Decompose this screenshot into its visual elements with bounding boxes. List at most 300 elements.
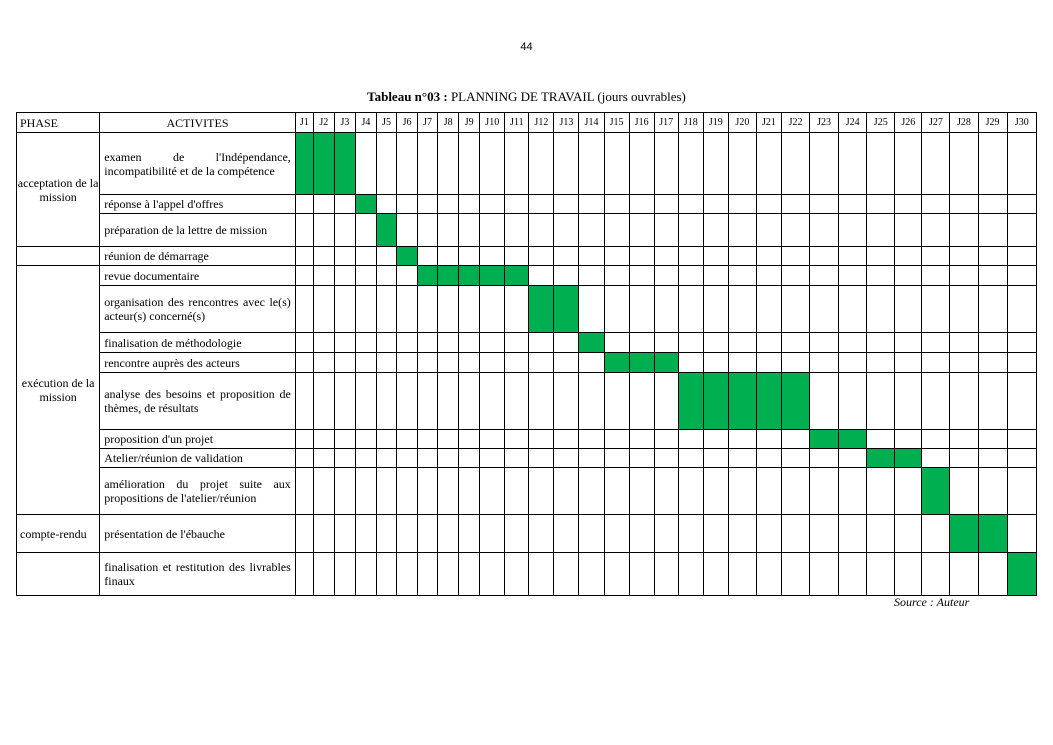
day-cell [978, 195, 1007, 214]
day-cell [678, 266, 703, 286]
gantt-bar-cell [728, 373, 756, 430]
day-cell [678, 247, 703, 266]
day-cell [459, 333, 480, 353]
day-cell [313, 333, 334, 353]
day-cell [756, 449, 781, 468]
day-header: J1 [295, 113, 313, 133]
day-cell [505, 333, 529, 353]
day-cell [756, 553, 781, 596]
day-cell [459, 449, 480, 468]
day-cell [355, 353, 376, 373]
day-cell [629, 373, 654, 430]
day-cell [355, 214, 376, 247]
day-cell [355, 333, 376, 353]
day-cell [950, 430, 978, 449]
day-cell [922, 214, 950, 247]
gantt-bar-cell [810, 430, 839, 449]
day-cell [505, 373, 529, 430]
day-cell [895, 286, 922, 333]
day-cell [313, 430, 334, 449]
day-cell [397, 515, 418, 553]
table-title-number: Tableau n°03 : [367, 89, 448, 104]
day-cell [295, 214, 313, 247]
day-cell [629, 430, 654, 449]
gantt-bar-cell [922, 468, 950, 515]
day-cell [554, 133, 579, 195]
day-cell [604, 553, 629, 596]
day-cell [313, 449, 334, 468]
day-cell [756, 333, 781, 353]
day-cell [654, 333, 678, 353]
day-cell [950, 286, 978, 333]
day-cell [459, 214, 480, 247]
day-cell [978, 449, 1007, 468]
day-cell [978, 247, 1007, 266]
day-header: J21 [756, 113, 781, 133]
gantt-bar-cell [781, 373, 809, 430]
day-cell [438, 373, 459, 430]
day-cell [579, 430, 604, 449]
day-cell [604, 373, 629, 430]
day-cell [334, 247, 355, 266]
day-cell [678, 333, 703, 353]
day-cell [480, 195, 505, 214]
day-cell [334, 195, 355, 214]
gantt-bar-cell [529, 286, 554, 333]
day-header: J18 [678, 113, 703, 133]
day-cell [355, 266, 376, 286]
gantt-bar-cell [703, 373, 728, 430]
day-cell [703, 266, 728, 286]
day-cell [438, 333, 459, 353]
gantt-bar-cell [867, 449, 895, 468]
day-cell [295, 247, 313, 266]
day-cell [397, 286, 418, 333]
activity-header: ACTIVITES [100, 113, 296, 133]
gantt-bar-cell [654, 353, 678, 373]
day-cell [505, 430, 529, 449]
day-cell [554, 373, 579, 430]
day-cell [554, 214, 579, 247]
day-cell [922, 247, 950, 266]
day-cell [839, 373, 867, 430]
day-cell [355, 468, 376, 515]
day-cell [505, 353, 529, 373]
day-cell [529, 553, 554, 596]
day-cell [376, 333, 396, 353]
day-cell [529, 266, 554, 286]
day-cell [295, 195, 313, 214]
day-cell [529, 133, 554, 195]
day-cell [438, 247, 459, 266]
day-cell [579, 353, 604, 373]
day-header: J19 [703, 113, 728, 133]
day-cell [1007, 333, 1036, 353]
day-cell [505, 214, 529, 247]
day-cell [895, 333, 922, 353]
day-cell [895, 266, 922, 286]
day-cell [334, 333, 355, 353]
table-row [17, 266, 1037, 286]
day-cell [604, 266, 629, 286]
day-cell [579, 515, 604, 553]
day-cell [1007, 133, 1036, 195]
day-cell [529, 468, 554, 515]
gantt-bar-cell [1007, 553, 1036, 596]
day-cell [978, 266, 1007, 286]
day-cell [629, 333, 654, 353]
day-cell [756, 353, 781, 373]
gantt-bar-cell [950, 515, 978, 553]
day-cell [480, 515, 505, 553]
day-cell [654, 373, 678, 430]
day-cell [781, 430, 809, 449]
day-cell [867, 468, 895, 515]
day-cell [313, 214, 334, 247]
gantt-bar-cell [334, 133, 355, 195]
day-header: J11 [505, 113, 529, 133]
day-cell [295, 449, 313, 468]
day-cell [867, 333, 895, 353]
activity-cell: Atelier/réunion de validation [100, 449, 296, 468]
day-cell [678, 449, 703, 468]
day-cell [376, 133, 396, 195]
day-cell [867, 515, 895, 553]
day-header: J8 [438, 113, 459, 133]
day-cell [505, 515, 529, 553]
day-cell [728, 286, 756, 333]
day-header: J4 [355, 113, 376, 133]
day-cell [418, 373, 438, 430]
day-cell [839, 449, 867, 468]
day-cell [629, 266, 654, 286]
day-cell [418, 333, 438, 353]
day-cell [579, 133, 604, 195]
day-cell [579, 553, 604, 596]
table-title-text: PLANNING DE TRAVAIL (jours ouvrables) [447, 89, 686, 104]
planning-table [16, 112, 1037, 596]
day-cell [654, 430, 678, 449]
day-cell [728, 333, 756, 353]
gantt-bar-cell [554, 286, 579, 333]
day-cell [950, 449, 978, 468]
day-cell [554, 266, 579, 286]
day-cell [922, 286, 950, 333]
day-cell [480, 133, 505, 195]
day-cell [839, 468, 867, 515]
activity-cell: amélioration du projet suite aux propositions de l'atelier/réunion [100, 468, 296, 515]
table-title [0, 89, 1053, 105]
table-row [17, 286, 1037, 333]
day-cell [480, 468, 505, 515]
day-cell [418, 214, 438, 247]
day-cell [459, 553, 480, 596]
day-cell [418, 195, 438, 214]
day-cell [1007, 515, 1036, 553]
day-cell [438, 353, 459, 373]
day-cell [334, 353, 355, 373]
activity-cell: finalisation et restitution des livrables finaux [100, 553, 296, 596]
day-cell [604, 214, 629, 247]
day-cell [895, 553, 922, 596]
day-cell [978, 353, 1007, 373]
day-cell [867, 266, 895, 286]
day-cell [867, 430, 895, 449]
day-cell [867, 286, 895, 333]
day-cell [781, 553, 809, 596]
day-cell [579, 266, 604, 286]
day-cell [781, 133, 809, 195]
day-cell [978, 373, 1007, 430]
day-cell [810, 195, 839, 214]
day-cell [678, 468, 703, 515]
day-header: J2 [313, 113, 334, 133]
day-cell [810, 247, 839, 266]
phase-header: PHASE [17, 113, 100, 133]
day-cell [334, 449, 355, 468]
day-cell [438, 468, 459, 515]
day-cell [950, 373, 978, 430]
day-cell [295, 468, 313, 515]
day-cell [604, 430, 629, 449]
day-header: J30 [1007, 113, 1036, 133]
day-cell [397, 449, 418, 468]
day-cell [295, 373, 313, 430]
day-cell [355, 373, 376, 430]
day-cell [438, 214, 459, 247]
day-cell [756, 515, 781, 553]
day-header: J3 [334, 113, 355, 133]
day-cell [295, 515, 313, 553]
day-cell [781, 353, 809, 373]
day-cell [839, 553, 867, 596]
day-cell [654, 468, 678, 515]
day-cell [529, 247, 554, 266]
day-cell [376, 266, 396, 286]
day-cell [355, 286, 376, 333]
day-cell [654, 214, 678, 247]
day-cell [781, 515, 809, 553]
day-cell [438, 286, 459, 333]
day-cell [810, 449, 839, 468]
day-header: J27 [922, 113, 950, 133]
day-cell [604, 286, 629, 333]
day-cell [781, 247, 809, 266]
header-row [17, 113, 1037, 133]
day-cell [376, 515, 396, 553]
day-cell [418, 430, 438, 449]
day-cell [978, 430, 1007, 449]
table-row [17, 515, 1037, 553]
table-row [17, 430, 1037, 449]
day-cell [459, 430, 480, 449]
day-cell [604, 515, 629, 553]
day-cell [1007, 468, 1036, 515]
day-header: J29 [978, 113, 1007, 133]
day-cell [728, 515, 756, 553]
day-cell [922, 353, 950, 373]
phase-cell: acceptation de la mission [17, 133, 100, 247]
source-note: Source : Auteur [894, 595, 970, 609]
day-cell [397, 468, 418, 515]
day-header: J9 [459, 113, 480, 133]
day-cell [604, 195, 629, 214]
gantt-bar-cell [376, 214, 396, 247]
day-cell [459, 133, 480, 195]
day-cell [839, 247, 867, 266]
day-cell [756, 468, 781, 515]
table-row [17, 373, 1037, 430]
day-cell [728, 468, 756, 515]
day-cell [703, 195, 728, 214]
day-cell [756, 247, 781, 266]
day-cell [604, 247, 629, 266]
phase-cell [17, 247, 100, 266]
day-cell [334, 553, 355, 596]
day-cell [703, 515, 728, 553]
day-cell [295, 553, 313, 596]
day-cell [355, 515, 376, 553]
day-cell [839, 353, 867, 373]
phase-cell: compte-rendu [17, 515, 100, 553]
day-cell [756, 133, 781, 195]
day-cell [554, 195, 579, 214]
day-cell [756, 430, 781, 449]
day-cell [459, 195, 480, 214]
day-cell [781, 195, 809, 214]
day-cell [781, 333, 809, 353]
day-cell [922, 430, 950, 449]
day-cell [781, 266, 809, 286]
day-cell [438, 430, 459, 449]
day-cell [978, 133, 1007, 195]
day-cell [867, 195, 895, 214]
day-cell [480, 373, 505, 430]
day-cell [703, 449, 728, 468]
day-cell [313, 373, 334, 430]
day-cell [895, 515, 922, 553]
day-cell [756, 195, 781, 214]
day-cell [418, 247, 438, 266]
activity-cell: rencontre auprès des acteurs [100, 353, 296, 373]
gantt-bar-cell [978, 515, 1007, 553]
day-cell [810, 468, 839, 515]
day-cell [480, 430, 505, 449]
day-cell [579, 247, 604, 266]
gantt-bar-cell [438, 266, 459, 286]
day-cell [950, 553, 978, 596]
gantt-bar-cell [839, 430, 867, 449]
day-cell [418, 353, 438, 373]
day-cell [438, 553, 459, 596]
day-cell [629, 286, 654, 333]
day-cell [839, 266, 867, 286]
day-cell [978, 468, 1007, 515]
day-cell [313, 247, 334, 266]
day-cell [978, 286, 1007, 333]
day-cell [397, 195, 418, 214]
day-cell [376, 449, 396, 468]
day-cell [728, 214, 756, 247]
day-cell [376, 195, 396, 214]
day-cell [438, 195, 459, 214]
day-cell [950, 247, 978, 266]
day-cell [839, 133, 867, 195]
day-cell [418, 286, 438, 333]
day-cell [334, 515, 355, 553]
day-header: J28 [950, 113, 978, 133]
day-cell [604, 449, 629, 468]
day-cell [418, 468, 438, 515]
table-row [17, 133, 1037, 195]
day-cell [867, 353, 895, 373]
day-cell [678, 133, 703, 195]
day-header: J14 [579, 113, 604, 133]
day-cell [554, 449, 579, 468]
day-cell [703, 353, 728, 373]
day-cell [604, 333, 629, 353]
gantt-bar-cell [629, 353, 654, 373]
day-cell [978, 553, 1007, 596]
activity-cell: présentation de l'ébauche [100, 515, 296, 553]
activity-cell: réunion de démarrage [100, 247, 296, 266]
day-header: J5 [376, 113, 396, 133]
day-cell [654, 449, 678, 468]
day-cell [505, 553, 529, 596]
day-cell [529, 430, 554, 449]
gantt-bar-cell [480, 266, 505, 286]
day-cell [678, 214, 703, 247]
day-cell [438, 133, 459, 195]
day-cell [703, 247, 728, 266]
day-cell [922, 373, 950, 430]
day-cell [554, 468, 579, 515]
day-cell [554, 353, 579, 373]
day-cell [397, 373, 418, 430]
day-cell [810, 373, 839, 430]
day-cell [1007, 373, 1036, 430]
day-cell [295, 333, 313, 353]
day-cell [950, 468, 978, 515]
day-cell [529, 195, 554, 214]
table-row [17, 214, 1037, 247]
day-cell [397, 553, 418, 596]
day-header: J25 [867, 113, 895, 133]
day-header: J13 [554, 113, 579, 133]
day-cell [355, 247, 376, 266]
day-cell [579, 286, 604, 333]
day-cell [459, 515, 480, 553]
day-cell [922, 449, 950, 468]
day-cell [579, 195, 604, 214]
day-cell [480, 353, 505, 373]
day-cell [459, 468, 480, 515]
day-cell [313, 468, 334, 515]
day-cell [295, 353, 313, 373]
activity-cell: réponse à l'appel d'offres [100, 195, 296, 214]
day-cell [703, 214, 728, 247]
day-cell [867, 373, 895, 430]
day-cell [480, 333, 505, 353]
day-cell [839, 195, 867, 214]
gantt-bar-cell [678, 373, 703, 430]
day-cell [703, 286, 728, 333]
gantt-bar-cell [505, 266, 529, 286]
day-cell [629, 247, 654, 266]
day-cell [334, 286, 355, 333]
day-cell [505, 195, 529, 214]
table-row [17, 449, 1037, 468]
